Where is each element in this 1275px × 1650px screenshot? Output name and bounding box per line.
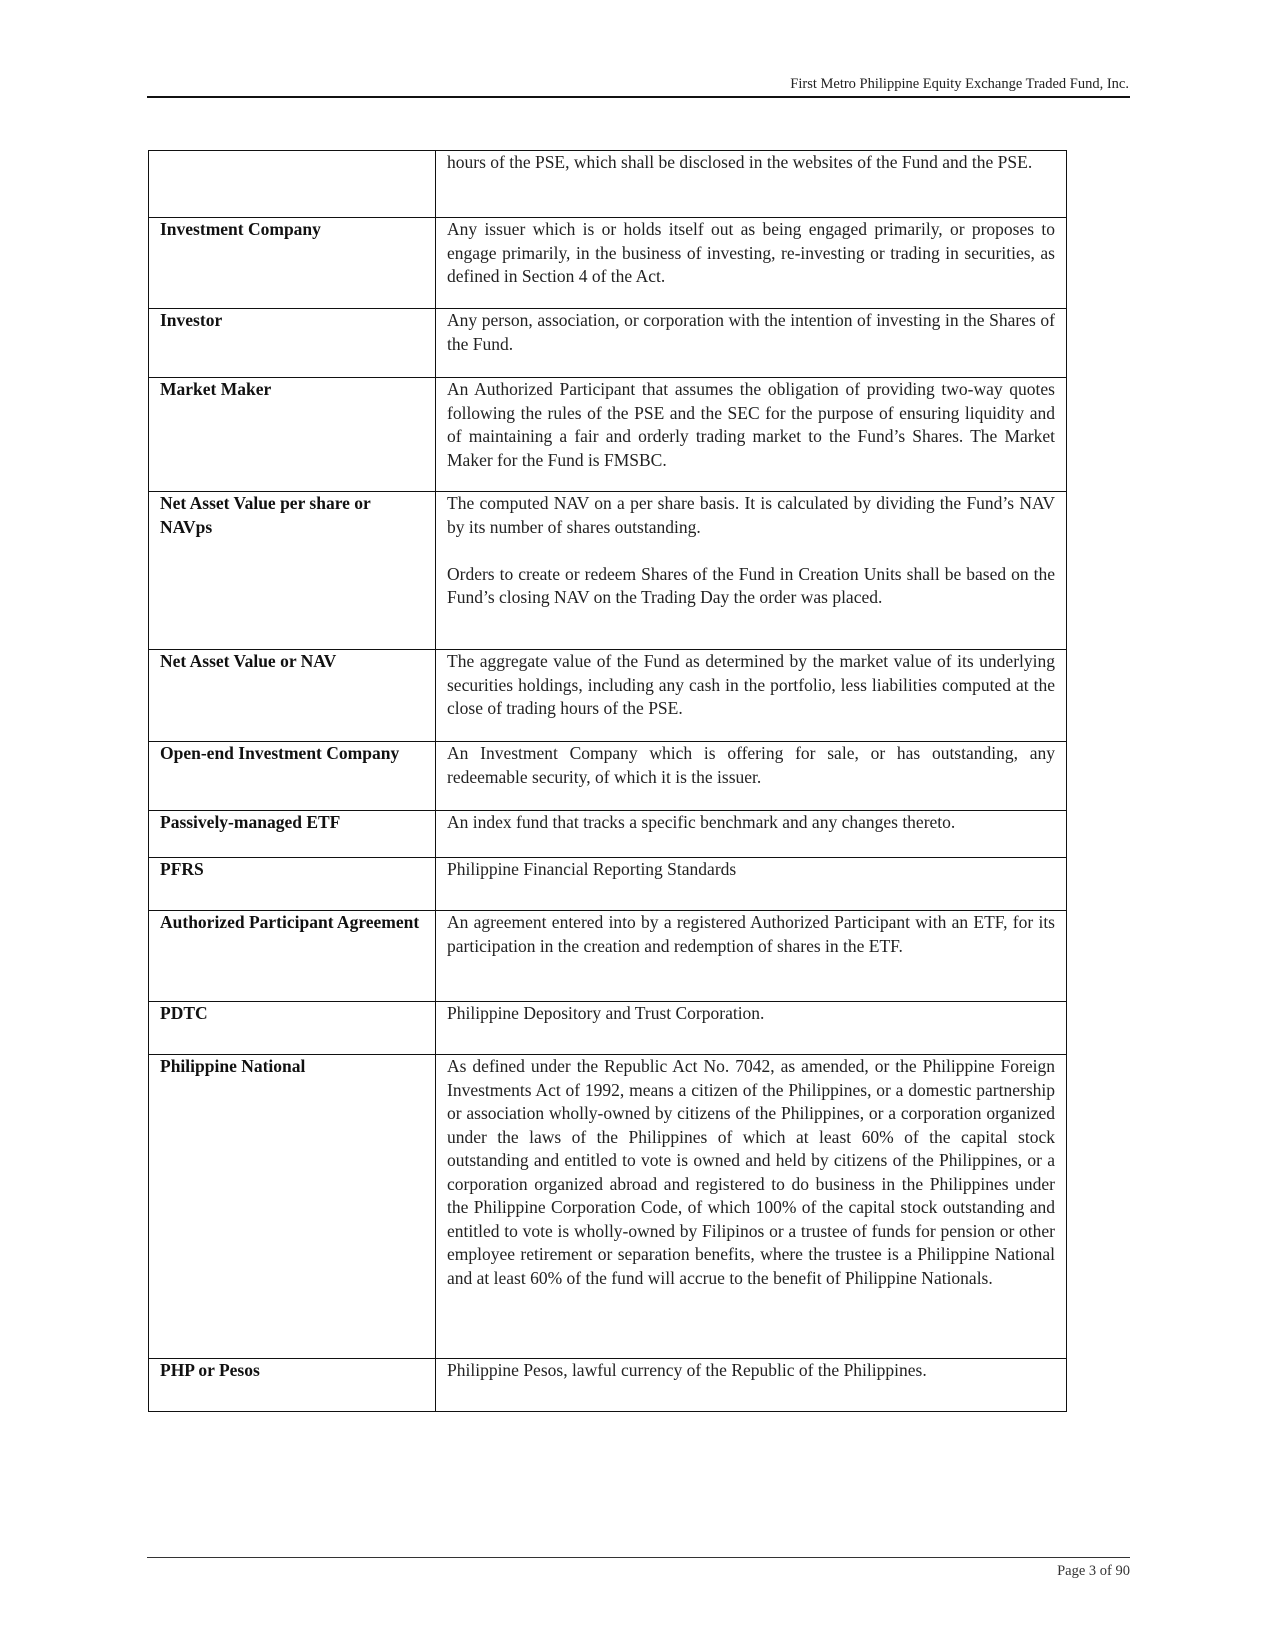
term-cell: Authorized Participant Agreement [149, 911, 436, 1002]
definition-paragraph: hours of the PSE, which shall be disclosed in the websites of the Fund and the PSE. [447, 152, 1033, 172]
definition-cell [436, 1359, 1067, 1412]
definition-paragraph: As defined under the Republic Act No. 7042, as amended, or the Philippine Foreign Investments Act of 1992, means a citizen of the Philippines, or a domestic partnership or association wholly-owned by citizens of the Philippines, or a corporation organized under the laws of the Philippines of which at least 60% of the capital stock outstanding and entitled to vote is owned and held by citizens of the Philippines, or a corporation organized abroad and registered to do business in the Philippines under the Philippine Corporation Code, of which 100% of the capital stock outstanding and entitled to vote is wholly-owned by Filipinos or a trustee of funds for pension or other employee retirement or separation benefits, where the trustee is a Philippine National and at least 60% of the fund will accrue to the benefit of Philippine Nationals. [447, 1056, 1055, 1288]
table-row [149, 378, 1067, 492]
term-cell: Investment Company [149, 218, 436, 309]
definition-cell [436, 218, 1067, 309]
header-rule [147, 96, 1130, 98]
table-row [149, 811, 1067, 858]
term-cell: PHP or Pesos [149, 1359, 436, 1412]
definition-cell [436, 151, 1067, 218]
term-cell: Investor [149, 309, 436, 378]
definition-paragraph: An Investment Company which is offering for sale, or has outstanding, any redeemable security, of which it is the issuer. [447, 743, 1055, 787]
definition-cell [436, 742, 1067, 811]
footer-rule [147, 1557, 1130, 1558]
definition-cell [436, 811, 1067, 858]
term-cell: PDTC [149, 1002, 436, 1055]
term-cell: Net Asset Value or NAV [149, 650, 436, 742]
definition-cell [436, 650, 1067, 742]
table-row [149, 742, 1067, 811]
definition-paragraph: Orders to create or redeem Shares of the Fund in Creation Units shall be based on the Fund’s closing NAV on the Trading Day the order was placed. [447, 563, 1055, 607]
definitions-table [148, 150, 1067, 1412]
page-number: Page 3 of 90 [1057, 1563, 1130, 1579]
table-row [149, 650, 1067, 742]
definition-cell [436, 1055, 1067, 1359]
definition-paragraph: Any person, association, or corporation with the intention of investing in the Shares of the Fund. [447, 310, 1055, 354]
definition-paragraph: Philippine Depository and Trust Corporation. [447, 1003, 765, 1023]
definition-cell [436, 492, 1067, 650]
term-cell: Philippine National [149, 1055, 436, 1359]
table-row [149, 151, 1067, 218]
table-row [149, 492, 1067, 650]
term-cell: Market Maker [149, 378, 436, 492]
term-cell: Net Asset Value per share or NAVps [149, 492, 436, 650]
table-row [149, 1002, 1067, 1055]
table-row [149, 1359, 1067, 1412]
definition-cell [436, 911, 1067, 1002]
definition-paragraph: Philippine Pesos, lawful currency of the Republic of the Philippines. [447, 1360, 927, 1380]
table-row [149, 309, 1067, 378]
table-row [149, 858, 1067, 911]
term-cell: Passively-managed ETF [149, 811, 436, 858]
term-cell: Open-end Investment Company [149, 742, 436, 811]
definition-cell [436, 378, 1067, 492]
document-header-title: First Metro Philippine Equity Exchange Traded Fund, Inc. [790, 76, 1129, 92]
definition-cell [436, 1002, 1067, 1055]
table-row [149, 218, 1067, 309]
term-cell: PFRS [149, 858, 436, 911]
definition-paragraph: An Authorized Participant that assumes the obligation of providing two-way quotes following the rules of the PSE and the SEC for the purpose of ensuring liquidity and of maintaining a fair and orderly trading market to the Fund’s Shares. The Market Maker for the Fund is FMSBC. [447, 379, 1055, 470]
definition-paragraph: The computed NAV on a per share basis. It is calculated by dividing the Fund’s NAV by its number of shares outstanding. [447, 493, 1055, 537]
definition-paragraph: Philippine Financial Reporting Standards [447, 859, 737, 879]
definition-paragraph: The aggregate value of the Fund as determined by the market value of its underlying securities holdings, including any cash in the portfolio, less liabilities computed at the close of trading hours of the PSE. [447, 651, 1055, 718]
term-cell [149, 151, 436, 218]
definition-paragraph: An index fund that tracks a specific benchmark and any changes thereto. [447, 812, 956, 832]
definition-paragraph: Any issuer which is or holds itself out as being engaged primarily, or proposes to engage primarily, in the business of investing, re-investing or trading in securities, as defined in Section 4 of the Act. [447, 219, 1055, 286]
definition-paragraph: An agreement entered into by a registered Authorized Participant with an ETF, for its participation in the creation and redemption of shares in the ETF. [447, 912, 1055, 956]
table-row [149, 911, 1067, 1002]
definition-cell [436, 309, 1067, 378]
table-row [149, 1055, 1067, 1359]
definition-cell [436, 858, 1067, 911]
